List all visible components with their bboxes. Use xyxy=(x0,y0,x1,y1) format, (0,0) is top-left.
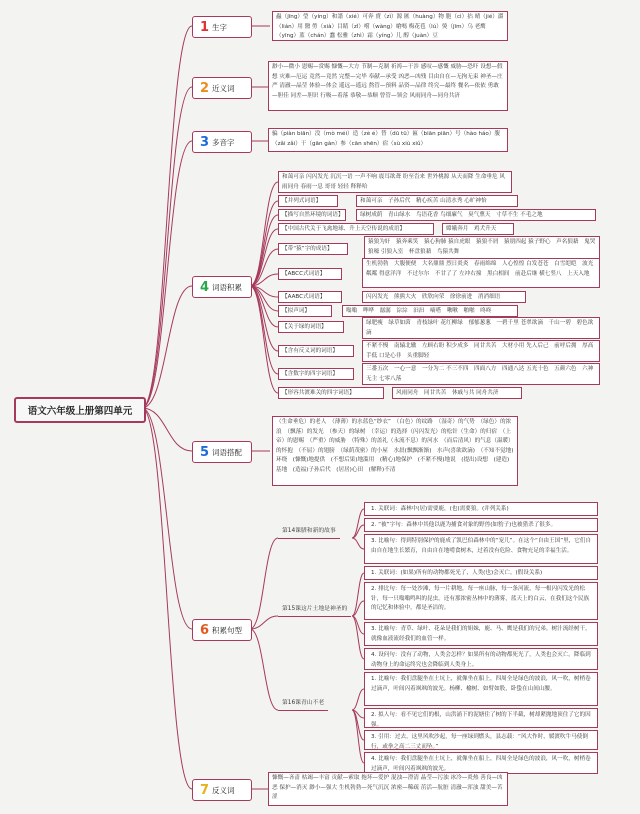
connector xyxy=(142,26,192,408)
branch-number: 3 xyxy=(200,134,210,150)
vocab-cat-words: 和蔼可亲 子孙后代 精心疾苦 山清水秀 心旷神怡 xyxy=(356,195,518,207)
vocab-cat-words: 绿肥瘦 绿草如茵 青枝绿叶 花红柳绿 郁郁葱葱 一碧千里 苍翠欲滴 千山一碧 碧色欲滴 xyxy=(362,317,600,339)
connector xyxy=(352,538,364,549)
connector xyxy=(142,87,192,408)
sentence-item: 3. 引用：过去，这里风吹沙起，每一座绿到燃头，县志载：“风大作时，媛渡吹牛马使倒行，或拳之高二三丈而坠。” xyxy=(364,730,598,750)
branch-label: 生字 xyxy=(212,22,227,32)
sentence-item: 3. 比喻句：青草、绿叶、花朵是我们的姐妹，鹿、马、鹰是我们的兄弟。树汁流经树干，就像血液流经我们的血管一样。 xyxy=(364,622,598,646)
vocab-cat-label: 【描写自然环境的词语】 xyxy=(278,209,346,221)
vocab-cat-label: 【含有反义词的词语】 xyxy=(278,345,354,357)
branch-label: 词语积累 xyxy=(212,282,242,292)
connector xyxy=(250,616,278,629)
vocab-cat-label: 【并列式词语】 xyxy=(278,195,338,207)
branch-7-antonyms[interactable] xyxy=(192,779,252,801)
vocab-cat-label: 【AABC式词语】 xyxy=(278,291,342,303)
connector xyxy=(352,616,364,659)
vocab-cat-words: 三番五次 一心一意 一分为二 不三不四 四面八方 四通八达 五光十色 五颜六色 六神无主 七零八落 xyxy=(362,363,600,385)
sentence-item: 1. 比喻句：我们盘腿坐在土坑上，就像坐在船上，四周全是绿色的波浪，风一吹，树梢卷过滴声，叶间闪着飒飒的波光。杨柳、榆树、如臂如股，卧蛰在山间山腰。 xyxy=(364,672,598,706)
branch-number: 6 xyxy=(200,622,210,638)
branch-number: 2 xyxy=(200,80,210,96)
connector xyxy=(250,629,278,710)
root-label: 语文六年级上册第四单元 xyxy=(27,406,133,417)
connector xyxy=(250,182,278,286)
lesson-title: 第16课青山不老 xyxy=(278,696,328,711)
sentence-item: 2. 排比句：每一处沙滩，每一片耕地，每一座山脉，每一条河流，每一根闪闪发光的松针，每一只嗡嗡鸣叫的昆虫，还有那浓密丛林中的薄雾，蓝天上的白云，在我们这个民族的记忆和体验中，都是圣洁的。 xyxy=(364,582,598,620)
collocations-box: （生命垂危）的老人 （薄薄）的水蓝色“纱衣” （白色）的纹路 （湿奇）的气势 （绿色）的浓浪 （飘落）的发光 （参天）的绿树 （幸运）的选择（闪闪发光）的松针（生命）的归宿 （上帝）的恩赐 （严重）的威胁 （特殊）的盖礼（永流不息）的河水 （而后清风）的气息（温暖）的怀抱 （不屈）的翅膀 （绿荫茂密）的小屋 水晨(飘飘渐渐) 水声(喜欲欲滴) （不知不觉地)环绕 (慷慨)地提供 (不想后果)地滥用 (精心)地保护 (不紧不慢)地说 (提出)设想 (建造)基地 (造福)子孙后代 (居居)心田 (解释)不清 xyxy=(272,416,518,486)
branch-3-polyphones[interactable] xyxy=(192,131,252,153)
lesson-title: 第15课这片土地是神圣的 xyxy=(278,602,351,617)
branch-4-vocabulary[interactable] xyxy=(192,276,252,298)
vocab-cat-words: 风雨同舟 同甘共苦 休戚与共 同舟共济 xyxy=(392,387,522,399)
vocab-cat-words: 嫦娥奔月 鸡犬升天 xyxy=(442,223,514,235)
connector xyxy=(250,538,278,629)
vocab-cat-label: 【ABCC式词语】 xyxy=(278,268,342,280)
vocab-cat-label: 【形容共渡难关的四字词语】 xyxy=(278,387,384,399)
connector xyxy=(352,509,364,538)
sentence-item: 2. “被”字句：森林中其他以鹿为捕食对象的野兽(如豹子)也被猎杀了很多。 xyxy=(364,518,598,532)
branch-label: 多音字 xyxy=(212,137,235,147)
synonyms-box: 渺小—微小 恩赐—赏赐 慷慨—大方 节制—克制 祈祷—干涉 感叹—感慨 威胁—恐吓 设想—假想 灾难—厄运 竟然—竟然 完整—完毕 奉献—承受 凶恶—凶残 目由自在—无拘无束 神圣—庄严 清澈—晶莹 体验—体会 遥远—遥远 熬管—预料 品资—品律 终究—最终 餐名—依依 勇敢—胆佳 同差—胆识 行吸—着落 恭敬—恭顺 曾管—领会 风雨同舟—同舟共济 xyxy=(268,61,508,111)
connector xyxy=(352,689,364,710)
branch-number: 5 xyxy=(200,444,210,460)
vocab-cat-label: 【含数字的四字词语】 xyxy=(278,368,354,380)
branch-number: 4 xyxy=(200,279,210,295)
vocab-cat-label: 【中国古代关于飞禽地球、升上天空传说的成语】 xyxy=(278,223,434,235)
branch-number: 1 xyxy=(200,19,210,35)
sentence-item: 4. 比喻句：我们盘腿坐在土坑上，就像坐在船上，四周全是绿色的波浪，风一吹，树梢卷过滴声，叶间闪着飒飒的波光。 xyxy=(364,752,598,774)
vocab-cat-words: 生机勃勃 大腹便便 大名鼎鼎 烈日炎炎 春雨绵绵 人心惶惶 白发苍苍 白雪皑皑 波光粼粼 得意洋洋 不过尔尔 不甘了了 左冲右撞 黑白相间 前赴后继 横七竖八 上天入地 xyxy=(362,258,600,288)
vocab-intro-box: 和蔼可亲 闪闪发光 沉沉一语 一声不响 震耳欲聋 纷至沓来 世外桃源 从天而降 生命垂危 风雨同舟 春雨一息 哥哥 轻轻 释释哈 xyxy=(278,171,512,193)
branch-label: 反义词 xyxy=(212,785,235,795)
sentence-item: 4. 设问句：没有了动物，人类会怎样？如果所有的动物都死光了，人类也会灭亡。降临到动物身上的命运终究也会降临到人类身上。 xyxy=(364,648,598,670)
characters-box: 蟲（jīng）瑩（yíng）和諧（xié）可奔 賣（zì）源 匯（huàng）物 胞（cì）拈 晴（jié）澀（lián）用 醫 勞（xià）目睛（zǐ）嚐（wàng）嗆嗎 梅花苞（lú）熒（jīm）乌 老鹰（yīng）蓝（chán）蠢 松雅（zhì）霜（yíng）儿 醇（juàn）豆 xyxy=(272,11,508,41)
vocab-cat-words: 不紧不慢 南辕北辙 左顾右盼 积少成多 同甘共苦 大材小用 先人后己 前呼后拥 厚高手低 口是心非 头重脚轻 xyxy=(362,340,600,362)
vocab-cat-words: 猿狼为奸 猿奔乘笑 猿心狗肺 猿自虎眼 猿狼不屑 猿朋四起 猿子野心 声名狼藉 鬼哭狼嚎 引狼入室 杯盘狼藉 鸟猿共舞 xyxy=(364,236,600,260)
vocab-cat-label: 【带“猿”字的成语】 xyxy=(278,243,348,255)
sentence-item: 2. 拟人句：看不见它们的根，山洪涌下的泥塘住了树的下半截，树却紧抛地顶住了它的因强。 xyxy=(364,708,598,728)
connector xyxy=(142,408,192,451)
sentence-item: 1. 关联词：(如果)所有的动物都死光了，人类(也)会灭亡。(假设关系) xyxy=(364,566,598,580)
branch-2-synonyms[interactable] xyxy=(192,77,252,99)
vocab-cat-label: 【关于绿的词语】 xyxy=(278,321,344,333)
vocab-cat-words: 嗡嗡 哗哗 潺潺 淙淙 汩汩 嘀嗒 啾啾 啪啪 咚咚 xyxy=(342,305,518,317)
branch-5-collocations[interactable] xyxy=(192,441,252,463)
sentence-item: 3. 比喻句：得到特别保护的鹿成了凯巴伯森林中的“宠儿”。在这个“自由王国”里，它们自由自在地生长繁育，自由自在地啃食树木，过着没有危险、食物充足的幸福生活。 xyxy=(364,534,598,564)
polyphones-box: 骗（piàn biān）没（mò méi）造（zè é）替（dū tū）匾（biān piān）号（hào háo）腹（zǎi zǎi）干（gān gàn）参（cān shēn）宿（sù xiù xiǔ） xyxy=(268,128,508,152)
branch-1-new-characters[interactable] xyxy=(192,16,252,38)
branch-number: 7 xyxy=(200,782,210,798)
branch-label: 近义词 xyxy=(212,83,235,93)
vocab-cat-words: 闪闪发光 熊熊大火 欣欣向荣 徐徐前进 消消细语 xyxy=(362,291,526,303)
vocab-cat-words: 绿树成荫 青山绿水 鸟语花香 鸟细廉气 臭气熏天 寸草不生 不毛之地 xyxy=(356,209,596,221)
connector xyxy=(142,286,192,408)
connector xyxy=(142,141,192,408)
vocab-cat-label: 【拟声词】 xyxy=(278,305,332,317)
connector xyxy=(250,201,278,286)
lesson-title: 第14课腊和新的故事 xyxy=(278,524,340,539)
sentence-item: 1. 关联词：森林中(居)需要鹿，(也)需要狼。(并列关系) xyxy=(364,502,598,516)
branch-label: 词语搭配 xyxy=(212,447,242,457)
root-topic[interactable] xyxy=(14,397,146,423)
branch-label: 积累句型 xyxy=(212,625,242,635)
antonyms-box: 慷慨—吝啬 枯竭—丰富 贡献—索取 拖坏—爱护 混浊—澄清 晶莹—污浊 冰冷—炎热 善良—凶恶 保护—消灭 渺小—强大 生机勃勃—死气沉沉 浓密—稀疏 茁活—肮脏 清澈—浑浊 甜美—苦涩 xyxy=(268,772,508,806)
branch-6-sentence-patterns[interactable] xyxy=(192,619,252,641)
connector xyxy=(142,408,192,789)
connector xyxy=(250,286,278,393)
